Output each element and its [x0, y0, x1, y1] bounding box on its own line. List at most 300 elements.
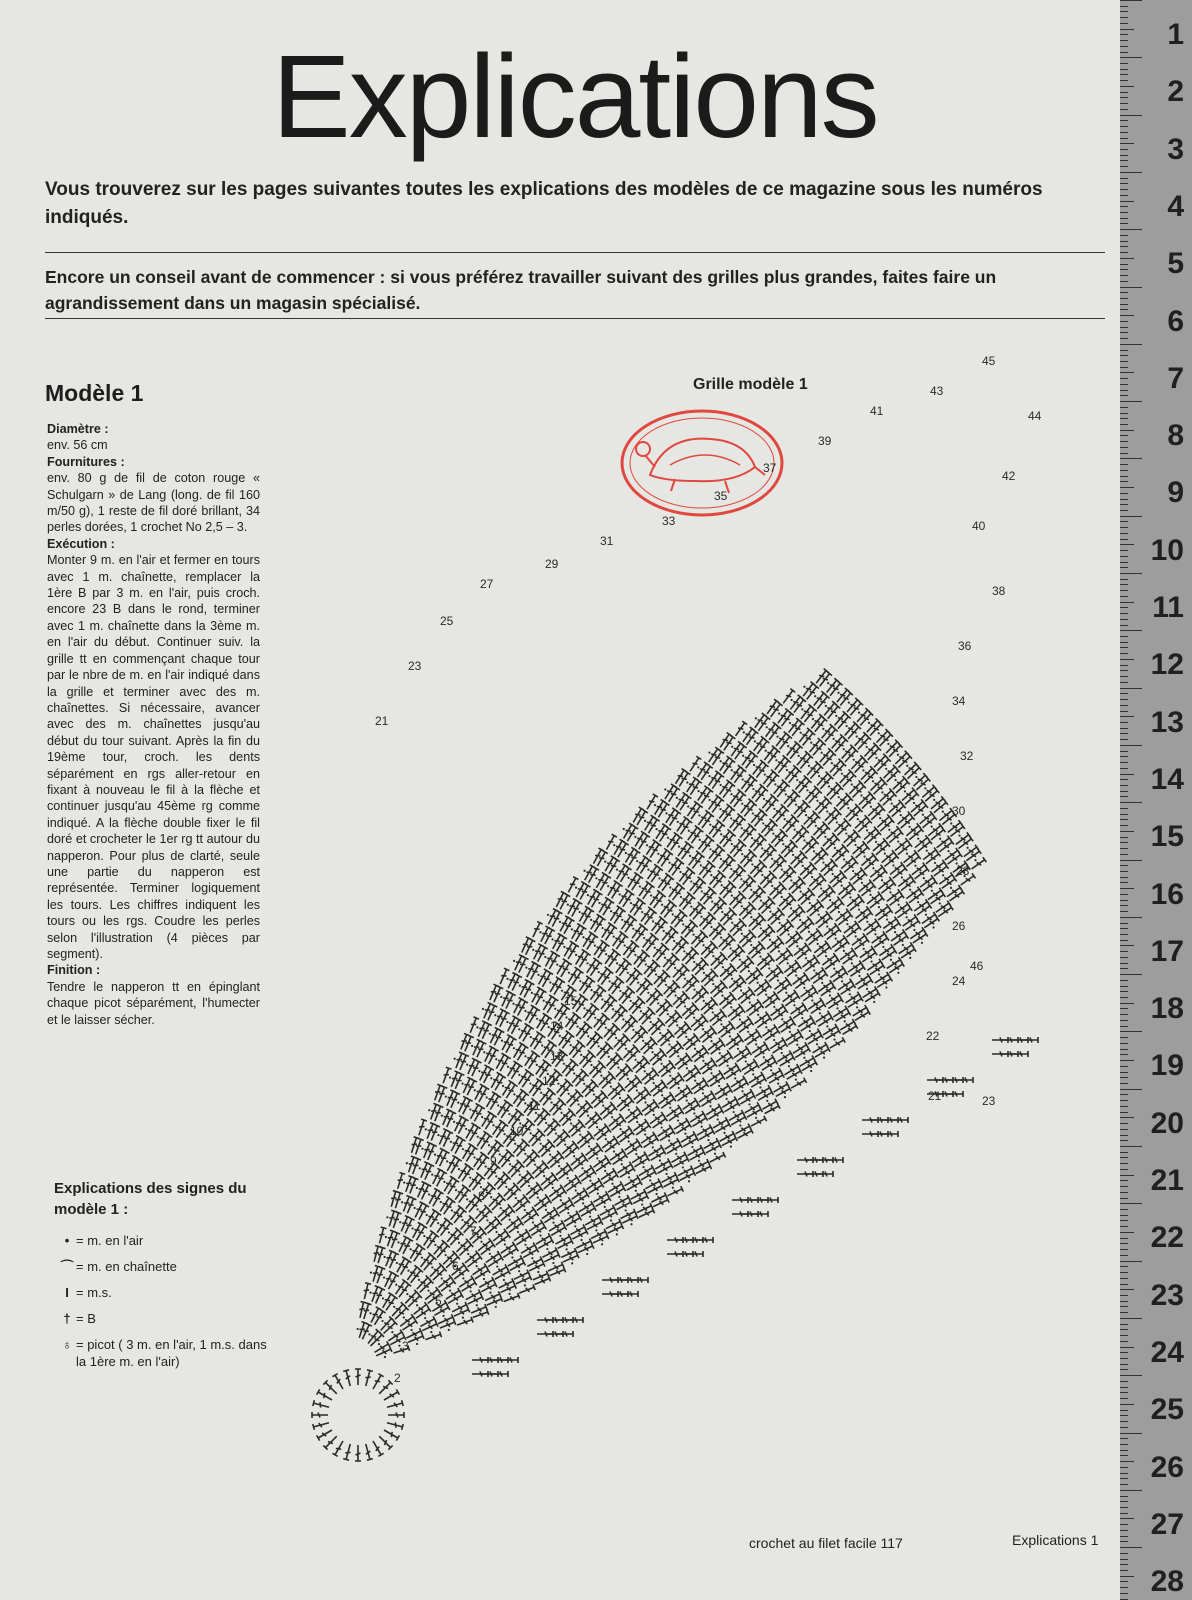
ruler-tick	[1120, 986, 1128, 987]
chain-dot-mark	[863, 948, 865, 950]
chain-dot-mark	[795, 1079, 797, 1081]
chain-dot-mark	[425, 1128, 427, 1130]
double-crochet-mark	[635, 1091, 651, 1106]
double-crochet-mark	[869, 807, 885, 822]
double-crochet-mark	[355, 1445, 361, 1461]
ruler-tick	[1120, 1513, 1128, 1514]
double-crochet-mark	[496, 1204, 512, 1219]
chain-dot-mark	[540, 1092, 542, 1094]
chain-dot-mark	[712, 983, 714, 985]
ruler-tick	[1120, 871, 1128, 872]
row-label: 5	[435, 1294, 442, 1308]
chain-dot-mark	[403, 1316, 405, 1318]
chain-dot-mark	[627, 1078, 629, 1080]
chain-dot-mark	[551, 938, 553, 940]
double-crochet-mark	[428, 1125, 440, 1142]
double-crochet-mark	[789, 851, 805, 867]
ruler-tick	[1120, 1530, 1128, 1531]
ruler-tick	[1120, 877, 1128, 878]
chain-dot-mark	[750, 916, 752, 918]
double-crochet-mark	[604, 1052, 619, 1068]
double-crochet-mark	[518, 1174, 534, 1189]
chain-dot-mark	[518, 1028, 520, 1030]
ruler-tick	[1120, 470, 1128, 471]
double-crochet-mark	[687, 902, 702, 918]
ruler-tick	[1120, 774, 1134, 775]
chain-dot-mark	[579, 980, 581, 982]
double-crochet-mark	[424, 1332, 441, 1343]
double-crochet-mark	[421, 1142, 433, 1159]
double-crochet-mark	[827, 1157, 843, 1163]
double-crochet-mark	[750, 1116, 767, 1129]
chain-dot-mark	[369, 1292, 371, 1294]
double-crochet-mark	[356, 1322, 367, 1339]
ruler-tick	[1120, 516, 1142, 517]
chain-dot-mark	[974, 859, 976, 861]
double-crochet-mark	[418, 1162, 430, 1179]
ruler-tick	[1120, 825, 1128, 826]
ruler-tick	[1120, 1564, 1128, 1565]
row-label: 21	[375, 714, 389, 728]
chain-dot-mark	[844, 1020, 846, 1022]
ruler-tick	[1120, 1192, 1128, 1193]
double-crochet-mark	[938, 872, 954, 886]
ruler-tick	[1120, 430, 1134, 431]
ruler-tick	[1120, 132, 1128, 133]
double-crochet-mark	[883, 854, 899, 869]
ruler-tick	[1120, 235, 1128, 236]
chain-dot-mark	[597, 1193, 599, 1195]
double-crochet-mark	[332, 1374, 345, 1391]
double-crochet-mark	[709, 1042, 725, 1056]
chain-dot-mark	[604, 861, 606, 863]
chain-stitch-dot-icon: •	[64, 1233, 70, 1248]
double-crochet-mark	[721, 1096, 738, 1110]
ruler-tick	[1120, 607, 1128, 608]
chain-dot-mark	[881, 791, 883, 793]
chain-dot-mark	[630, 1223, 632, 1225]
chain-dot-mark	[676, 797, 678, 799]
chain-dot-mark	[843, 858, 845, 860]
chain-dot-mark	[669, 1075, 671, 1077]
double-crochet-mark	[560, 1248, 577, 1260]
chain-dot-mark	[789, 1031, 791, 1033]
chain-dot-mark	[398, 1345, 400, 1347]
chain-dot-mark	[813, 969, 815, 971]
chain-dot-mark	[913, 929, 915, 931]
double-crochet-mark	[856, 910, 872, 925]
double-crochet-mark	[470, 1304, 487, 1316]
chain-dot-mark	[781, 868, 783, 870]
ruler-tick	[1120, 80, 1128, 81]
chain-dot-mark	[833, 968, 835, 970]
double-crochet-mark	[737, 875, 752, 891]
double-crochet-mark	[765, 936, 781, 951]
chart-stitch-marks	[312, 669, 1038, 1461]
chain-dot-mark	[837, 692, 839, 694]
double-crochet-mark	[851, 871, 867, 886]
ruler-tick	[1120, 659, 1134, 660]
chain-dot-mark	[827, 682, 829, 684]
chain-dot-mark	[583, 1007, 585, 1009]
chain-dot-mark	[501, 1040, 503, 1042]
chain-dot-mark	[727, 1065, 729, 1067]
chain-dot-mark	[659, 1032, 661, 1034]
ruler-tick	[1120, 1072, 1128, 1073]
chain-dot-mark	[857, 818, 859, 820]
chain-dot-mark	[925, 914, 927, 916]
chain-dot-mark	[698, 1160, 700, 1162]
ruler-tick	[1120, 693, 1128, 694]
double-crochet-mark	[839, 983, 856, 997]
row-label: 43	[930, 384, 944, 398]
double-crochet-mark	[896, 842, 912, 857]
double-crochet-mark	[916, 839, 932, 854]
chain-dot-mark	[698, 814, 700, 816]
measuring-ruler	[1120, 0, 1192, 1600]
double-crochet-mark	[818, 748, 833, 764]
double-crochet-mark	[739, 991, 755, 1006]
ruler-tick	[1120, 653, 1128, 654]
double-crochet-mark	[827, 997, 844, 1011]
chain-dot-mark	[434, 1244, 436, 1246]
double-crochet-mark	[717, 933, 733, 949]
chain-dot-mark	[580, 1239, 582, 1241]
ruler-tick	[1120, 1444, 1128, 1445]
chain-dot-mark	[856, 1006, 858, 1008]
double-crochet-mark	[775, 919, 791, 934]
ruler-tick	[1120, 321, 1128, 322]
double-crochet-mark	[542, 1119, 557, 1135]
ruler-tick	[1120, 602, 1134, 603]
ruler-tick	[1120, 195, 1128, 196]
chain-dot-mark	[739, 1018, 741, 1020]
chain-dot-mark	[737, 1048, 739, 1050]
double-crochet-mark	[390, 1302, 405, 1318]
double-crochet-mark	[831, 874, 847, 889]
chain-dot-mark	[588, 1145, 590, 1147]
double-crochet-mark	[613, 1195, 630, 1208]
double-crochet-mark	[551, 1129, 567, 1144]
chain-dot-mark	[611, 1183, 613, 1185]
chain-dot-mark	[686, 781, 688, 783]
double-crochet-mark	[317, 1389, 334, 1402]
double-crochet-mark	[842, 830, 858, 845]
chain-dot-mark	[799, 919, 801, 921]
double-crochet-mark	[386, 1400, 403, 1410]
chain-dot-mark	[740, 878, 742, 880]
chain-dot-mark	[622, 1018, 624, 1020]
row-label: 37	[763, 461, 777, 475]
double-crochet-mark	[370, 1439, 383, 1456]
chain-dot-mark	[906, 765, 908, 767]
double-crochet-mark	[748, 860, 763, 876]
double-crochet-mark	[547, 1185, 563, 1199]
double-crochet-mark	[496, 1150, 511, 1166]
chain-dot-mark	[384, 1256, 386, 1258]
tip-text: Encore un conseil avant de commencer : si vous préférez travailler suivant des grilles plus grandes, faites faire un agrandissement dans un magasin spécialisé.	[45, 267, 997, 313]
chain-dot-mark	[931, 890, 933, 892]
double-crochet-mark	[603, 1140, 619, 1154]
ruler-tick	[1120, 1473, 1128, 1474]
double-crochet-mark	[787, 1034, 804, 1048]
ruler-tick	[1120, 499, 1128, 500]
double-crochet-mark	[534, 1233, 551, 1246]
ruler-tick	[1120, 287, 1142, 288]
chain-dot-mark	[549, 1154, 551, 1156]
double-crochet-mark	[848, 898, 864, 913]
chain-dot-mark	[832, 873, 834, 875]
chain-dot-mark	[790, 907, 792, 909]
double-crochet-mark	[736, 1089, 753, 1102]
chain-dot-mark	[801, 708, 803, 710]
double-crochet-mark	[524, 1182, 540, 1197]
ruler-tick	[1120, 819, 1128, 820]
chain-dot-mark	[634, 836, 636, 838]
double-crochet-mark	[760, 1059, 777, 1073]
chain-dot-mark	[555, 1132, 557, 1134]
double-crochet-mark	[876, 976, 893, 990]
double-crochet-mark	[515, 1234, 532, 1248]
chain-dot-mark	[378, 1343, 380, 1345]
double-crochet-mark	[486, 1221, 502, 1236]
ruler-tick	[1120, 361, 1128, 362]
double-crochet-mark	[540, 1207, 557, 1221]
ruler-tick	[1120, 510, 1128, 511]
ruler-tick	[1120, 453, 1128, 454]
chain-dot-mark	[922, 814, 924, 816]
ruler-tick	[1120, 1215, 1128, 1216]
ruler-tick	[1120, 458, 1142, 459]
chain-dot-mark	[455, 1189, 457, 1191]
chain-dot-mark	[385, 1236, 387, 1238]
chain-dot-mark	[430, 1331, 432, 1333]
double-crochet-mark	[575, 1238, 592, 1250]
chain-dot-mark	[730, 868, 732, 870]
chain-dot-mark	[942, 810, 944, 812]
double-crochet-mark	[580, 1169, 597, 1183]
chain-dot-mark	[618, 1196, 620, 1198]
double-crochet-mark	[784, 931, 800, 946]
double-crochet-mark	[444, 1090, 456, 1107]
chain-dot-mark	[651, 1051, 653, 1053]
ruler-tick	[1120, 1455, 1128, 1456]
chain-dot-mark	[731, 769, 733, 771]
double-crochet-mark	[756, 896, 772, 912]
ruler-tick	[1120, 1255, 1128, 1256]
ruler-tick	[1120, 779, 1128, 780]
chain-dot-mark	[627, 972, 629, 974]
chain-dot-mark	[610, 1219, 612, 1221]
double-crochet-mark	[629, 1026, 644, 1042]
ruler-tick	[1120, 1404, 1134, 1405]
chain-dot-mark	[586, 962, 588, 964]
double-crochet-mark	[797, 728, 812, 744]
double-crochet-mark	[896, 906, 912, 920]
chain-dot-mark	[369, 1312, 371, 1314]
ruler-tick	[1120, 980, 1128, 981]
chain-dot-mark	[873, 1001, 875, 1003]
chain-dot-mark	[518, 1270, 520, 1272]
chain-dot-mark	[897, 754, 899, 756]
double-crochet-mark	[601, 1106, 617, 1121]
chain-dot-mark	[539, 931, 541, 933]
chain-dot-mark	[914, 865, 916, 867]
ruler-tick	[1120, 138, 1128, 139]
chain-dot-mark	[386, 1216, 388, 1218]
double-crochet-mark	[647, 1145, 664, 1159]
double-crochet-mark	[772, 1081, 789, 1094]
chain-dot-mark	[818, 775, 820, 777]
chain-dot-mark	[665, 812, 667, 814]
chain-dot-mark	[860, 794, 862, 796]
double-crochet-mark	[834, 793, 850, 809]
ruler-tick	[1120, 1026, 1128, 1027]
ruler-tick	[1120, 464, 1128, 465]
chain-dot-mark	[619, 893, 621, 895]
chain-dot-mark	[598, 1045, 600, 1047]
double-crochet-mark	[727, 891, 742, 907]
double-crochet-mark	[688, 756, 702, 773]
double-crochet-mark	[518, 1284, 535, 1295]
double-crochet-mark	[763, 1029, 780, 1043]
ruler-tick	[1120, 527, 1128, 528]
ruler-tick	[1120, 1570, 1128, 1571]
double-crochet-mark	[532, 1271, 549, 1283]
double-crochet-mark	[670, 1152, 687, 1165]
chain-dot-mark	[731, 922, 733, 924]
double-crochet-mark	[734, 1124, 751, 1137]
ruler-tick	[1120, 911, 1128, 912]
chain-dot-mark	[872, 780, 874, 782]
ruler-tick	[1120, 435, 1128, 436]
chain-dot-mark	[536, 1018, 538, 1020]
double-crochet-mark	[448, 1071, 460, 1088]
chain-dot-mark	[769, 911, 771, 913]
row-label: 44	[1028, 409, 1042, 423]
chain-dot-mark	[755, 717, 757, 719]
ruler-tick	[1120, 309, 1128, 310]
double-crochet-mark	[670, 936, 685, 952]
double-crochet-mark	[811, 822, 827, 838]
double-crochet-mark	[784, 1029, 801, 1043]
double-crochet-mark	[380, 1293, 393, 1310]
ruler-tick	[1120, 504, 1128, 505]
double-crochet-mark	[671, 991, 687, 1007]
chain-dot-mark	[697, 766, 699, 768]
ruler-tick	[1120, 1261, 1142, 1262]
chain-dot-mark	[661, 1126, 663, 1128]
chain-dot-mark	[613, 844, 615, 846]
double-crochet-mark	[506, 1160, 521, 1176]
double-crochet-mark	[416, 1119, 427, 1136]
ruler-tick	[1120, 1008, 1128, 1009]
double-crochet-mark	[413, 1138, 424, 1155]
double-crochet-mark	[872, 754, 888, 770]
chain-dot-mark	[689, 855, 691, 857]
ruler-tick	[1120, 728, 1128, 729]
double-crochet-mark	[457, 1243, 473, 1258]
ruler-tick	[1120, 155, 1128, 156]
double-crochet-mark	[382, 1427, 399, 1440]
double-crochet-mark	[554, 1234, 571, 1247]
double-crochet-mark	[584, 1031, 599, 1047]
double-crochet-mark	[506, 1255, 523, 1268]
chain-dot-mark	[478, 1070, 480, 1072]
double-crochet-mark	[370, 1374, 383, 1391]
ruler-tick	[1120, 298, 1128, 299]
ruler-tick	[1120, 1238, 1128, 1239]
row-label: 38	[992, 584, 1006, 598]
double-crochet-mark	[853, 815, 869, 830]
double-crochet-mark	[403, 1176, 414, 1193]
chain-dot-mark	[765, 1026, 767, 1028]
ruler-tick	[1120, 1478, 1128, 1479]
double-crochet-mark	[737, 1020, 753, 1034]
ruler-tick	[1120, 682, 1128, 683]
double-crochet-mark	[768, 940, 784, 955]
double-crochet-mark	[949, 824, 965, 839]
chain-dot-mark	[773, 808, 775, 810]
row-label: 21	[928, 1089, 942, 1103]
double-crochet-mark	[599, 995, 614, 1011]
chain-dot-mark	[446, 1160, 448, 1162]
double-crochet-mark	[845, 833, 861, 848]
chain-dot-mark	[655, 973, 657, 975]
chain-dot-mark	[759, 956, 761, 958]
double-crochet-mark	[907, 891, 923, 905]
chain-dot-mark	[677, 1119, 679, 1121]
ruler-tick	[1120, 481, 1128, 482]
chain-dot-mark	[407, 1270, 409, 1272]
chain-dot-mark	[440, 1201, 442, 1203]
chain-dot-mark	[567, 1212, 569, 1214]
chain-dot-mark	[757, 1014, 759, 1016]
intro-text: Vous trouverez sur les pages suivantes toutes les explications des modèles de ce magazine sous les numéros indiqués.	[45, 179, 1043, 228]
double-crochet-mark	[577, 1201, 594, 1214]
ruler-number: 27	[1150, 1507, 1184, 1541]
chain-dot-mark	[524, 1102, 526, 1104]
chain-dot-mark	[424, 1317, 426, 1319]
ruler-tick	[1120, 183, 1128, 184]
double-crochet-mark	[750, 784, 765, 800]
chain-dot-mark	[845, 832, 847, 834]
chain-dot-mark	[602, 1105, 604, 1107]
double-crochet-mark	[690, 986, 706, 1001]
ruler-tick	[1120, 355, 1128, 356]
ruler-tick	[1120, 923, 1128, 924]
double-crochet-mark	[836, 913, 852, 928]
ruler-tick	[1120, 74, 1128, 75]
double-crochet-mark	[819, 984, 836, 998]
double-crochet-mark	[439, 1279, 455, 1293]
chain-dot-mark	[691, 1146, 693, 1148]
chain-dot-mark	[406, 1162, 408, 1164]
double-crochet-mark	[878, 818, 894, 833]
double-crochet-mark	[554, 1079, 569, 1095]
finition-value: Tendre le napperon tt en épinglant chaque picot séparément, l'humecter et le laisser sécher.	[47, 979, 260, 1027]
double-crochet-mark	[492, 1172, 507, 1188]
ruler-number: 24	[1150, 1335, 1184, 1369]
ruler-tick	[1120, 1249, 1128, 1250]
double-crochet-mark	[567, 1317, 583, 1323]
double-crochet-mark	[857, 791, 873, 806]
double-crochet-mark	[747, 971, 763, 986]
double-crochet-mark	[790, 825, 805, 841]
double-crochet-mark	[705, 1104, 722, 1118]
chain-dot-mark	[610, 1086, 612, 1088]
ruler-tick	[1120, 1117, 1134, 1118]
